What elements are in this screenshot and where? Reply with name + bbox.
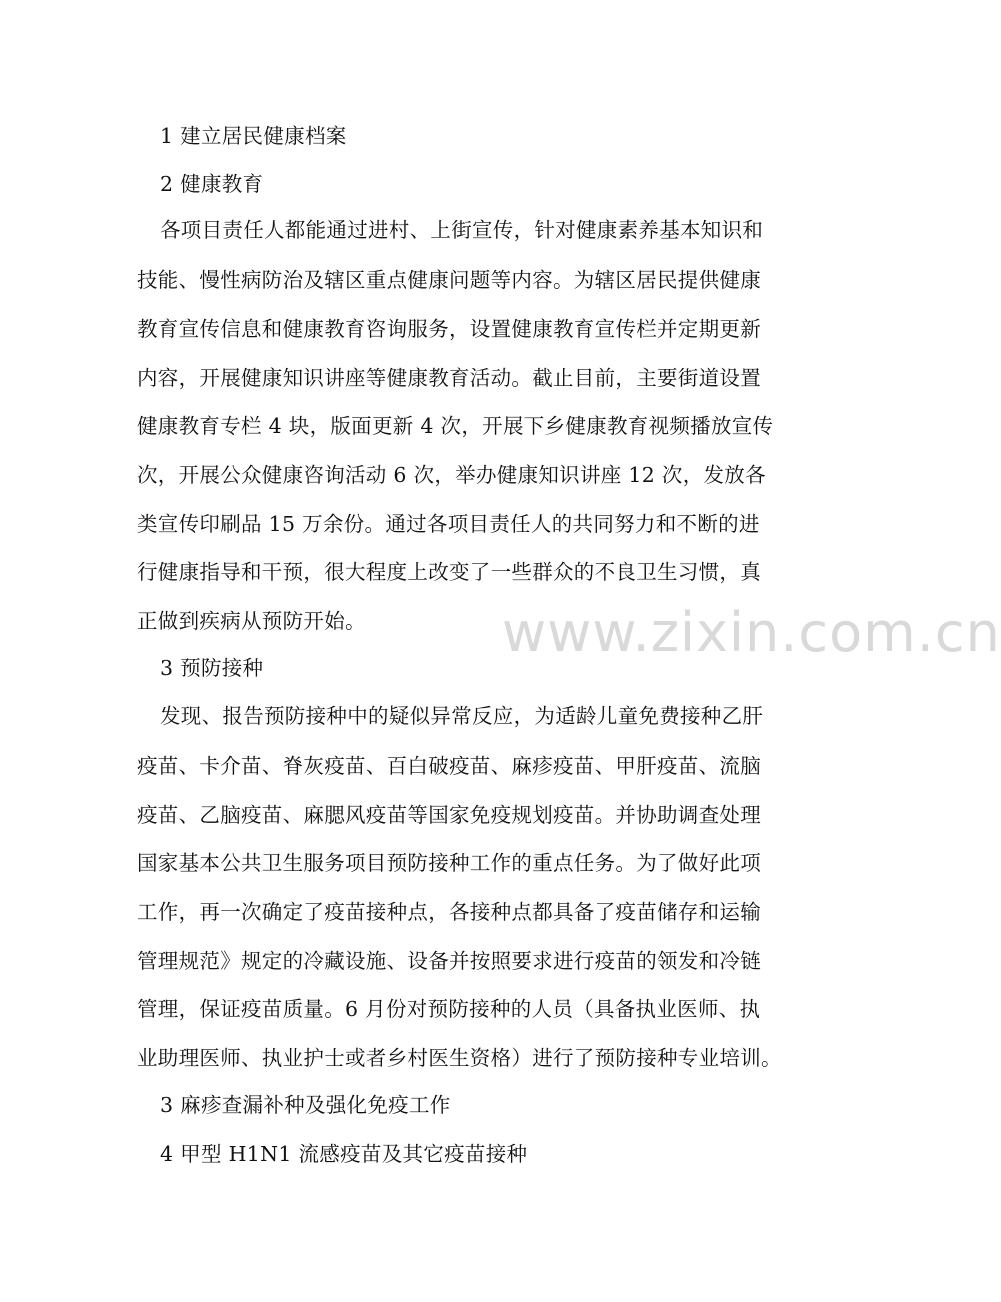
education-paragraph-line: 次，开展公众健康咨询活动 6 次，举办健康知识讲座 12 次，发放各 bbox=[137, 463, 766, 487]
vaccination-paragraph-line: 管理规范》规定的冷藏设施、设备并按照要求进行疫苗的领发和冷链 bbox=[137, 949, 761, 973]
heading-health-education: 2 健康教育 bbox=[160, 172, 264, 196]
heading-measles-supplementary: 3 麻疹查漏补种及强化免疫工作 bbox=[160, 1093, 451, 1117]
vaccination-paragraph-line: 疫苗、卡介苗、脊灰疫苗、百白破疫苗、麻疹疫苗、甲肝疫苗、流脑 bbox=[137, 754, 761, 778]
vaccination-paragraph-line: 业助理医师、执业护士或者乡村医生资格）进行了预防接种专业培训。 bbox=[137, 1046, 782, 1070]
heading-h1n1-vaccination: 4 甲型 H1N1 流感疫苗及其它疫苗接种 bbox=[160, 1142, 528, 1166]
education-paragraph-line: 正做到疾病从预防开始。 bbox=[137, 609, 366, 633]
education-paragraph-line: 技能、慢性病防治及辖区重点健康问题等内容。为辖区居民提供健康 bbox=[137, 268, 761, 292]
vaccination-paragraph-line: 国家基本公共卫生服务项目预防接种工作的重点任务。为了做好此项 bbox=[137, 851, 761, 875]
vaccination-paragraph-line: 工作，再一次确定了疫苗接种点，各接种点都具备了疫苗储存和运输 bbox=[137, 900, 761, 924]
vaccination-paragraph-line: 管理，保证疫苗质量。6 月份对预防接种的人员（具备执业医师、执 bbox=[137, 997, 761, 1021]
education-paragraph-line: 各项目责任人都能通过进村、上街宣传，针对健康素养基本知识和 bbox=[160, 218, 764, 242]
education-paragraph-line: 类宣传印刷品 15 万余份。通过各项目责任人的共同努力和不断的进 bbox=[137, 512, 760, 536]
vaccination-paragraph-line: 发现、报告预防接种中的疑似异常反应，为适龄儿童免费接种乙肝 bbox=[160, 704, 764, 728]
heading-vaccination: 3 预防接种 bbox=[160, 656, 264, 680]
education-paragraph-line: 行健康指导和干预，很大程度上改变了一些群众的不良卫生习惯，真 bbox=[137, 560, 761, 584]
education-paragraph-line: 教育宣传信息和健康教育咨询服务，设置健康教育宣传栏并定期更新 bbox=[137, 317, 761, 341]
education-paragraph-line: 内容，开展健康知识讲座等健康教育活动。截止目前，主要街道设置 bbox=[137, 366, 761, 390]
watermark: www.zixin.com.cn bbox=[502, 601, 1001, 664]
heading-health-records: 1 建立居民健康档案 bbox=[160, 124, 347, 148]
vaccination-paragraph-line: 疫苗、乙脑疫苗、麻腮风疫苗等国家免疫规划疫苗。并协助调查处理 bbox=[137, 803, 761, 827]
education-paragraph-line: 健康教育专栏 4 块，版面更新 4 次，开展下乡健康教育视频播放宣传 bbox=[137, 414, 774, 438]
